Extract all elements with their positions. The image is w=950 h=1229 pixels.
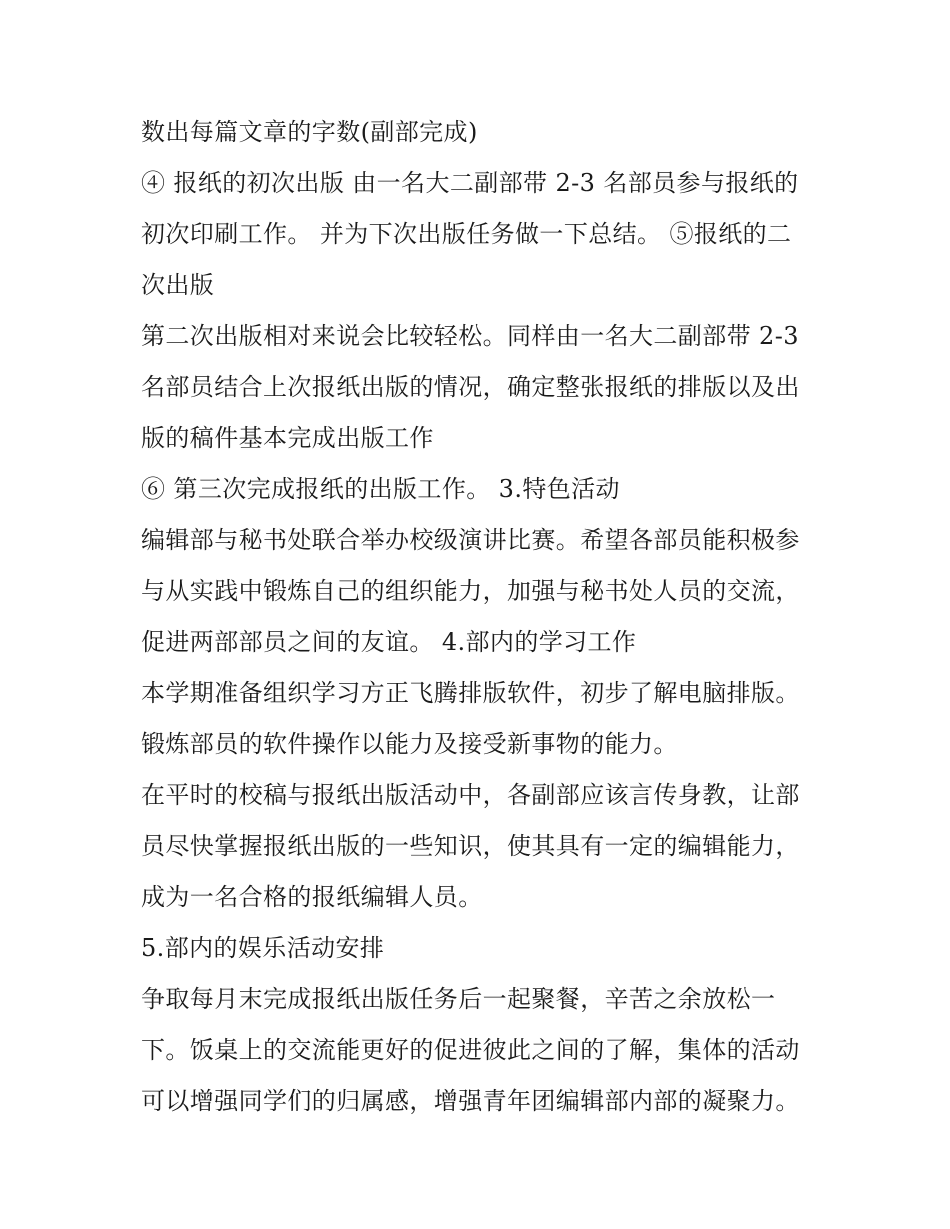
text-line: 锻炼部员的软件操作以能力及接受新事物的能力。 [141, 730, 678, 758]
text-line: 下。饭桌上的交流能更好的促进彼此之间的了解，集体的活动 [141, 1036, 800, 1064]
text-line: 名部员结合上次报纸出版的情况，确定整张报纸的排版以及出 [141, 373, 800, 401]
text-line: 第二次出版相对来说会比较轻松。同样由一名大二副部带 2-3 [141, 322, 799, 350]
text-line: 初次印刷工作。 并为下次出版任务做一下总结。 ⑤报纸的二 [141, 220, 792, 248]
text-line: ⑥ 第三次完成报纸的出版工作。 3.特色活动 [141, 475, 620, 503]
text-line: 5.部内的娱乐活动安排 [141, 934, 385, 962]
text-line: 可以增强同学们的归属感，增强青年团编辑部内部的凝聚力。 [141, 1087, 800, 1115]
text-line: 与从实践中锻炼自己的组织能力，加强与秘书处人员的交流， [141, 577, 800, 605]
text-line: 本学期准备组织学习方正飞腾排版软件，初步了解电脑排版。 [141, 679, 800, 707]
document-body [141, 107, 831, 1127]
text-line: ④ 报纸的初次出版 由一名大二副部带 2-3 名部员参与报纸的 [141, 169, 799, 197]
text-line: 促进两部部员之间的友谊。 4.部内的学习工作 [141, 628, 637, 656]
text-line: 员尽快掌握报纸出版的一些知识，使其具有一定的编辑能力， [141, 832, 800, 860]
text-line: 成为一名合格的报纸编辑人员。 [141, 883, 483, 911]
text-line: 数出每篇文章的字数(副部完成) [141, 118, 478, 146]
text-line: 版的稿件基本完成出版工作 [141, 424, 434, 452]
text-line: 编辑部与秘书处联合举办校级演讲比赛。希望各部员能积极参 [141, 526, 800, 554]
text-line: 次出版 [141, 271, 215, 299]
text-line: 争取每月末完成报纸出版任务后一起聚餐，辛苦之余放松一 [141, 985, 776, 1013]
text-line: 在平时的校稿与报纸出版活动中，各副部应该言传身教，让部 [141, 781, 800, 809]
